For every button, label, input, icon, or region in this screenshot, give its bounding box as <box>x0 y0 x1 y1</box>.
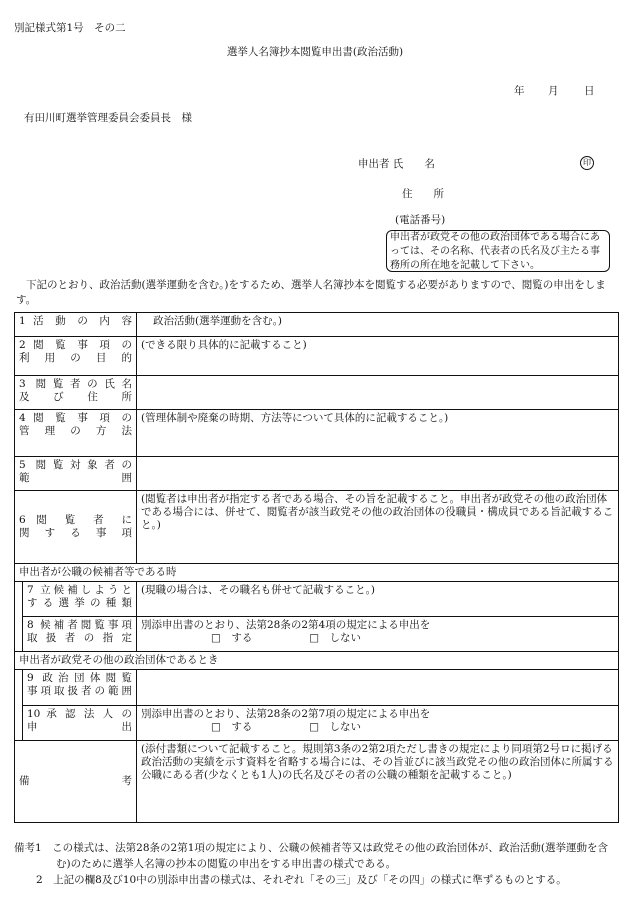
row-management <box>15 410 619 457</box>
candidate-handler-no-checkbox[interactable]: □ しない <box>309 632 362 644</box>
purpose-field[interactable]: (できる限り具体的に記載すること) <box>137 337 619 376</box>
applicant-callout-note: 申出者が政党その他の政治団体である場合にあっては、その名称、代表者の氏名及び主たる事務所の所在地を記載して下さい。 <box>386 230 610 272</box>
remark-2: 2 上記の欄8及び10中の別添申出書の様式は、それぞれ「その三」及び「その四」の様式に準ずるものとする。 <box>36 874 567 886</box>
viewer-name-label-line1: 3 閲覧者の氏名 <box>19 378 132 390</box>
management-label-line1: 4 閲 覧 事 項 の <box>19 412 132 424</box>
election-type-label-line1: 7 立候補しようと <box>27 584 132 596</box>
management-label <box>15 410 137 457</box>
candidate-handler-yes-checkbox[interactable]: □ する <box>211 632 253 644</box>
party-handler-label-line2: 事項取扱者の範囲 <box>27 685 132 697</box>
bikou-label <box>15 741 137 823</box>
party-handler-label-line1: 9 政治団体閲覧 <box>27 672 132 684</box>
row-viewer-name <box>15 376 619 410</box>
date-day: 日 <box>584 85 595 97</box>
candidate-handler-text: 別添申出書のとおり、法第28条の2第4項の規定による申出を <box>141 619 431 631</box>
footer-remarks <box>14 840 619 888</box>
row-party-handler <box>15 670 619 706</box>
candidate-handler-label-line1: 8 候補者閲覧事項 <box>27 619 132 631</box>
row-candidate-handler <box>15 617 619 652</box>
activity-value: 政治活動(選挙運動を含む。) <box>137 313 619 337</box>
applicant-address-label: 住 所 <box>402 188 444 200</box>
addressee: 有田川町選挙管理委員会委員長 様 <box>24 112 192 124</box>
form-number: 別記様式第1号 その二 <box>14 22 126 34</box>
management-label-line2: 管 理 の 方 法 <box>19 425 132 437</box>
row-bikou <box>15 741 619 823</box>
candidate-handler-label <box>23 617 137 652</box>
scope-label <box>15 457 137 491</box>
row-approved-corp <box>15 706 619 741</box>
bikou-label-a: 備 <box>19 775 30 787</box>
activity-label: 1 活 動 の 内 容 <box>15 313 137 337</box>
row-scope <box>15 457 619 491</box>
applicant-phone-label: (電話番号) <box>395 214 446 226</box>
approved-corp-text: 別添申出書のとおり、法第28条の2第7項の規定による申出を <box>141 708 431 720</box>
viewer-name-field[interactable] <box>137 376 619 410</box>
party-handler-label <box>23 670 137 706</box>
row-purpose <box>15 337 619 376</box>
approved-corp-no-checkbox[interactable]: □ しない <box>309 721 362 733</box>
scope-field[interactable] <box>137 457 619 491</box>
viewer-info-label-line2: 関 す る 事 項 <box>19 527 132 539</box>
party-handler-field[interactable] <box>137 670 619 706</box>
bikou-label-b: 考 <box>121 775 132 787</box>
row-activity <box>15 313 619 337</box>
scope-label-line2: 範 囲 <box>19 472 132 484</box>
group-candidate-heading: 申出者が公職の候補者等である時 <box>15 564 619 582</box>
viewer-info-label-line1: 6 閲 覧 者 に <box>19 514 132 526</box>
viewer-info-field[interactable]: (閲覧者は申出者が指定する者である場合、その旨を記載すること。申出者が政党その他の政治団体である場合には、併せて、閲覧者が該当政党その他の政治団体の役職員・構成員である旨記載すること。) <box>137 491 619 564</box>
approved-corp-label-line2: 申 出 <box>27 721 132 733</box>
document-title: 選挙人名簿抄本閲覧申出書(政治活動) <box>226 46 404 58</box>
candidate-handler-label-line2: 取 扱 者 の 指 定 <box>27 632 132 644</box>
purpose-label-line2: 利 用 の 目 的 <box>19 352 132 364</box>
row-group-candidate <box>15 564 619 582</box>
approved-corp-field <box>137 706 619 741</box>
approved-corp-label <box>23 706 137 741</box>
seal-mark: 印 <box>580 156 594 170</box>
management-field[interactable]: (管理体制や廃棄の時期、方法等について具体的に記載すること。) <box>137 410 619 457</box>
intro-paragraph: 下記のとおり、政治活動(選挙運動を含む。)をするため、選挙人名簿抄本を閲覧する必要がありますので、閲覧の申出をします。 <box>16 279 606 306</box>
row-viewer-info <box>15 491 619 564</box>
candidate-handler-field <box>137 617 619 652</box>
viewer-name-label-line2: 及 び 住 所 <box>19 391 132 403</box>
remark-1: 備考1 この様式は、法第28条の2第1項の規定により、公職の候補者等又は政党その他の政治団体が、政治活動(選挙運動を含む)のために選挙人名簿の抄本の閲覧の申出をする申出書の様式である。 <box>14 842 608 870</box>
viewer-name-label <box>15 376 137 410</box>
approved-corp-label-line1: 10 承 認 法 人 の <box>27 708 132 720</box>
date-month: 月 <box>548 85 559 97</box>
applicant-name-label: 申出者 氏 名 <box>358 158 435 170</box>
approved-corp-yes-checkbox[interactable]: □ する <box>211 721 253 733</box>
purpose-label <box>15 337 137 376</box>
election-type-label-line2: する選挙の種類 <box>27 597 132 609</box>
bikou-field[interactable]: (添付書類について記載すること。規則第3条の2第2項ただし書きの規定により同項第2号ロに掲げる政治活動の実績を示す資料を省略する場合には、その旨並びに該当政党その他の政治団体に所属する公職にある者(少なくとも1人)の氏名及びその者の公職の種類を記載すること。) <box>137 741 619 823</box>
application-form-table <box>14 312 619 823</box>
election-type-field[interactable]: (現職の場合は、その職名も併せて記載すること。) <box>137 582 619 617</box>
row-group-party <box>15 652 619 670</box>
election-type-label <box>23 582 137 617</box>
viewer-info-label <box>15 491 137 564</box>
group-party-heading: 申出者が政党その他の政治団体であるとき <box>15 652 619 670</box>
row-election-type <box>15 582 619 617</box>
scope-label-line1: 5 閲覧対象者の <box>19 459 132 471</box>
purpose-label-line1: 2 閲 覧 事 項 の <box>19 339 132 351</box>
date-year: 年 <box>514 85 525 97</box>
